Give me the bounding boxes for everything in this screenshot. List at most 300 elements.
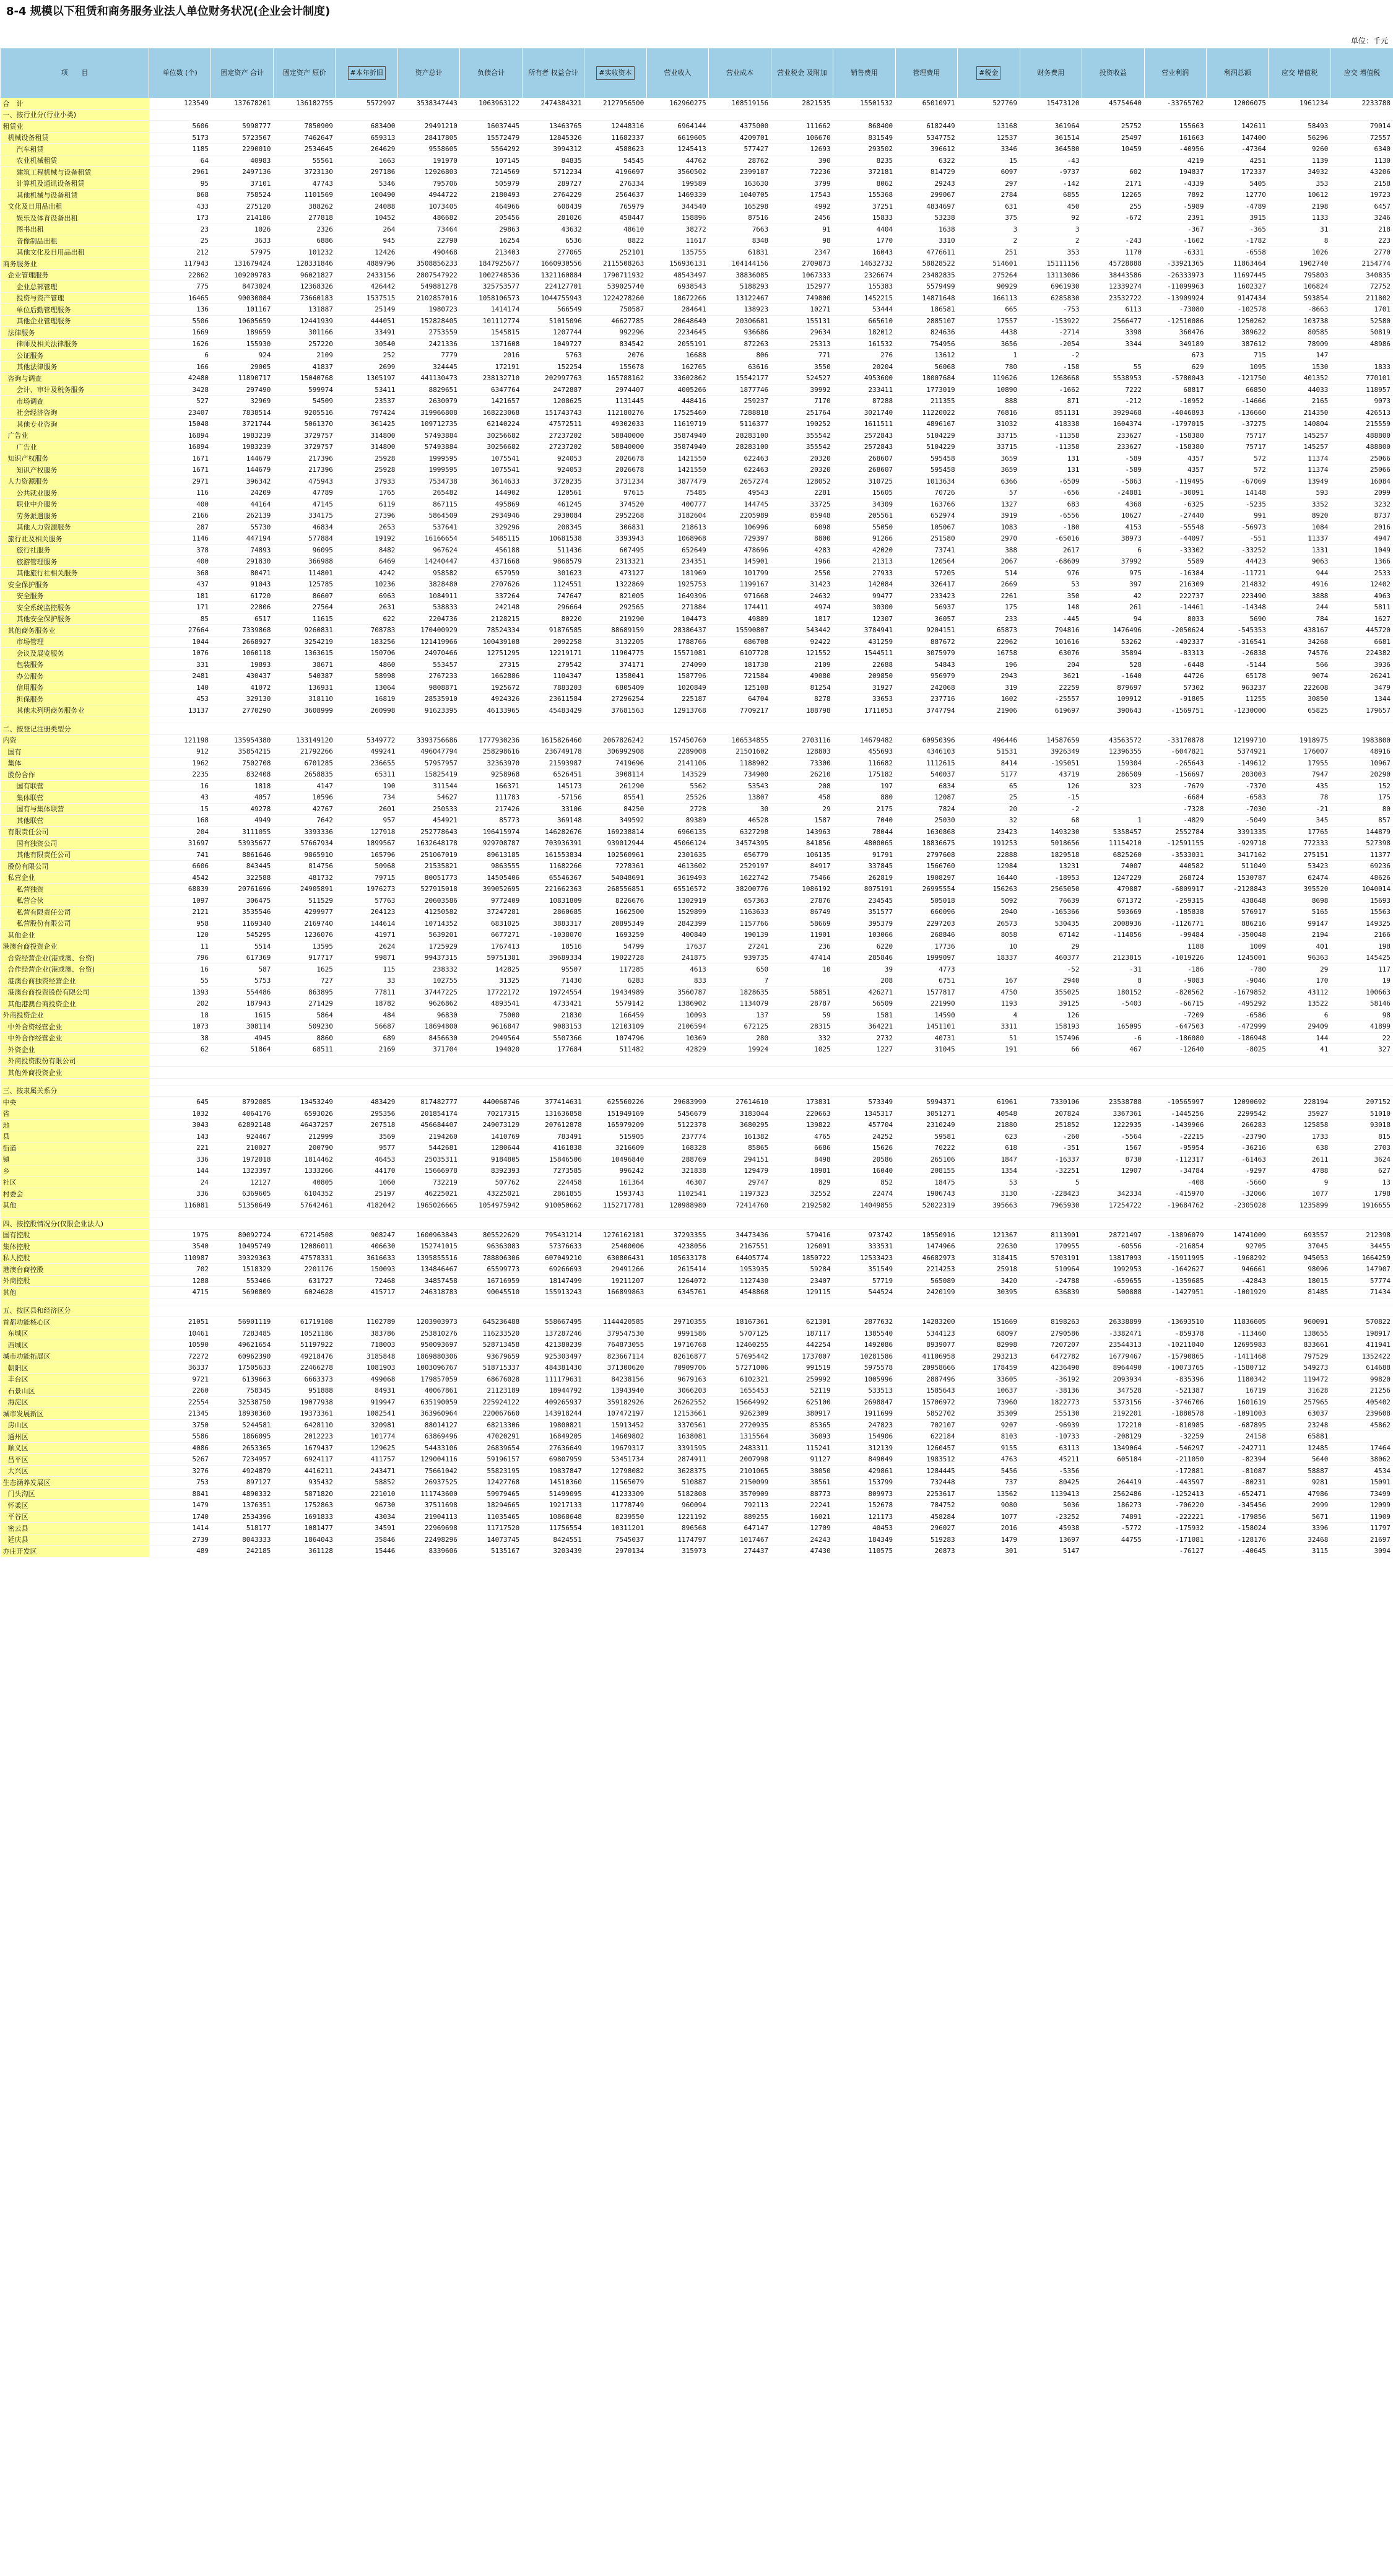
table-cell: 2764229 xyxy=(522,189,584,201)
table-cell: 34268 xyxy=(1269,636,1330,648)
table-cell: 383786 xyxy=(336,1328,397,1339)
table-cell: 306992908 xyxy=(584,746,646,758)
table-cell: 2807547922 xyxy=(397,269,459,281)
table-cell: 868400 xyxy=(833,121,895,133)
table-cell xyxy=(336,1055,397,1067)
table-cell: 12460255 xyxy=(709,1339,771,1351)
table-cell: 42 xyxy=(1082,590,1144,602)
table-cell: 25066 xyxy=(1330,453,1393,464)
table-cell: 7278361 xyxy=(584,861,646,872)
table-cell: 43034 xyxy=(336,1511,397,1523)
table-cell: 20 xyxy=(958,803,1020,815)
table-cell: 85948 xyxy=(771,510,833,522)
table-cell: -33921365 xyxy=(1144,258,1206,270)
table-cell: 1451101 xyxy=(895,1021,957,1033)
table-cell: 10 xyxy=(771,964,833,975)
table-cell: 1344 xyxy=(1330,694,1393,705)
table-cell: 84917 xyxy=(771,861,833,872)
table-row xyxy=(1,430,1393,442)
table-cell: 145173 xyxy=(522,780,584,792)
table-cell: -216854 xyxy=(1144,1241,1206,1253)
row-label: 门头沟区 xyxy=(1,1488,149,1500)
table-cell: 126091 xyxy=(771,1241,833,1253)
table-cell: 527 xyxy=(149,396,211,407)
table-cell: 155663 xyxy=(1144,121,1206,133)
table-row xyxy=(1,1032,1393,1044)
table-cell: 85365 xyxy=(771,1419,833,1431)
table-cell: 87288 xyxy=(833,396,895,407)
table-cell: 233423 xyxy=(895,590,957,602)
table-cell: 2474384321 xyxy=(522,98,584,109)
table-cell: 12448316 xyxy=(584,121,646,133)
table-cell: 39992 xyxy=(771,384,833,396)
row-label: 中外合作经营企业 xyxy=(1,1032,149,1044)
table-cell: 22969698 xyxy=(397,1523,459,1534)
row-label: 延庆县 xyxy=(1,1534,149,1546)
table-cell: 1604374 xyxy=(1082,419,1144,430)
table-cell: 7283485 xyxy=(211,1328,273,1339)
table-cell: 212398 xyxy=(1330,1229,1393,1241)
table-cell: 31045 xyxy=(895,1044,957,1056)
table-cell: 233 xyxy=(958,613,1020,625)
table-cell: 4750 xyxy=(958,986,1020,998)
table-cell: 1197323 xyxy=(709,1188,771,1200)
table-cell: 41072 xyxy=(211,682,273,694)
table-row xyxy=(1,849,1393,861)
table-cell: 388 xyxy=(958,544,1020,556)
table-cell: 15571081 xyxy=(646,648,708,659)
table-cell: 58887 xyxy=(1269,1465,1330,1477)
table-cell: 2326 xyxy=(273,224,335,235)
table-cell: 2481 xyxy=(149,671,211,682)
table-cell: 6102321 xyxy=(709,1373,771,1385)
table-cell: 2399187 xyxy=(709,167,771,178)
table-cell: 47430 xyxy=(771,1546,833,1557)
table-cell: 2204736 xyxy=(397,613,459,625)
table-cell: 6593026 xyxy=(273,1108,335,1120)
table-cell: 170 xyxy=(1269,975,1330,987)
table-cell: 35874940 xyxy=(646,430,708,442)
table-cell: 280 xyxy=(709,1032,771,1044)
table-cell: 2790586 xyxy=(1020,1328,1082,1339)
table-cell: 1777930236 xyxy=(460,734,522,746)
table-cell: -13896079 xyxy=(1144,1229,1206,1241)
table-cell: 10521186 xyxy=(273,1328,335,1339)
table-row xyxy=(1,648,1393,659)
table-cell: 10271 xyxy=(771,304,833,316)
table-cell: 889255 xyxy=(709,1511,771,1523)
table-cell: 91791 xyxy=(833,849,895,861)
table-row xyxy=(1,803,1393,815)
table-cell: -195051 xyxy=(1020,757,1082,769)
table-cell: 104473 xyxy=(646,613,708,625)
table-cell: 3132205 xyxy=(584,636,646,648)
table-cell: 255 xyxy=(1082,201,1144,212)
table-cell xyxy=(149,1085,211,1097)
table-cell: 2109 xyxy=(273,350,335,362)
table-cell: 16254 xyxy=(460,235,522,247)
table-cell: 125858 xyxy=(1269,1120,1330,1131)
table-cell: 10550916 xyxy=(895,1229,957,1241)
table-cell: 144745 xyxy=(709,498,771,510)
table-row xyxy=(1,1154,1393,1165)
table-cell: 80585 xyxy=(1269,327,1330,339)
table-cell: 155913243 xyxy=(522,1287,584,1299)
table-cell: 297186 xyxy=(336,167,397,178)
table-cell: 110575 xyxy=(833,1546,895,1557)
table-cell: 515905 xyxy=(584,1131,646,1142)
table-cell: 1414174 xyxy=(460,304,522,316)
table-cell: 242148 xyxy=(460,602,522,614)
table-cell: 23537 xyxy=(336,396,397,407)
table-cell: -165366 xyxy=(1020,907,1082,918)
table-cell: 48986 xyxy=(1330,338,1393,350)
table-cell: -158380 xyxy=(1144,430,1206,442)
table-cell: 2930084 xyxy=(522,510,584,522)
table-cell: 22259 xyxy=(1020,682,1082,694)
table-cell: 166459 xyxy=(584,1009,646,1021)
table-cell: 12907 xyxy=(1082,1165,1144,1177)
table-cell xyxy=(522,1085,584,1097)
table-cell: 944 xyxy=(1269,567,1330,579)
table-cell: 1074796 xyxy=(584,1032,646,1044)
table-cell: 629 xyxy=(1144,361,1206,373)
table-cell xyxy=(522,1067,584,1079)
table-cell: 4242 xyxy=(336,567,397,579)
table-cell: 29491210 xyxy=(397,121,459,133)
table-cell: 16 xyxy=(149,964,211,975)
table-cell: 20320 xyxy=(771,453,833,464)
table-cell: 58669 xyxy=(771,918,833,929)
table-cell: 33491 xyxy=(336,327,397,339)
table-cell: -1427951 xyxy=(1144,1287,1206,1299)
table-cell: 623 xyxy=(958,1131,1020,1142)
table-cell: -153922 xyxy=(1020,315,1082,327)
table-cell: 602 xyxy=(1082,167,1144,178)
table-cell: 6322 xyxy=(895,155,957,167)
table-cell: 91 xyxy=(771,224,833,235)
table-cell: 1032 xyxy=(149,1108,211,1120)
table-cell: -68609 xyxy=(1020,556,1082,568)
table-cell: 2885107 xyxy=(895,315,957,327)
row-label: 丰台区 xyxy=(1,1373,149,1385)
table-cell: 156936131 xyxy=(646,258,708,270)
table-cell: 4834697 xyxy=(895,201,957,212)
table-cell: 109712735 xyxy=(397,419,459,430)
table-cell: 945 xyxy=(336,235,397,247)
table-cell: 33602862 xyxy=(646,373,708,385)
table-cell: 1084 xyxy=(1269,521,1330,533)
table-cell: 21501602 xyxy=(709,746,771,758)
table-cell: 53935677 xyxy=(211,838,273,850)
row-label: 广告业 xyxy=(1,442,149,453)
table-cell: 3616633 xyxy=(336,1252,397,1264)
table-cell: 1077 xyxy=(1269,1188,1330,1200)
table-cell: 1790711932 xyxy=(584,269,646,281)
table-cell: 100663 xyxy=(1330,986,1393,998)
table-cell: 353 xyxy=(1269,178,1330,189)
table-cell: -16384 xyxy=(1144,567,1206,579)
table-row xyxy=(1,498,1393,510)
table-cell: 12533423 xyxy=(833,1252,895,1264)
table-cell: -859378 xyxy=(1144,1328,1206,1339)
table-cell xyxy=(1082,224,1144,235)
table-cell: 157496 xyxy=(1020,1032,1082,1044)
table-cell: 9577 xyxy=(336,1142,397,1154)
table-cell: 1577817 xyxy=(895,986,957,998)
table-cell: 217426 xyxy=(460,803,522,815)
row-label: 法律服务 xyxy=(1,327,149,339)
table-cell: 2180493 xyxy=(460,189,522,201)
table-cell: 445720 xyxy=(1330,625,1393,637)
table-cell: 27933 xyxy=(833,567,895,579)
table-cell: 4800065 xyxy=(833,838,895,850)
row-label: 其他法律服务 xyxy=(1,361,149,373)
table-cell: 6119 xyxy=(336,498,397,510)
table-cell: 775 xyxy=(149,281,211,293)
table-cell: 54799 xyxy=(584,941,646,952)
row-label: 投资与资产管理 xyxy=(1,292,149,304)
table-cell: -19684762 xyxy=(1144,1199,1206,1211)
table-cell: 1193 xyxy=(958,998,1020,1010)
table-cell: 261 xyxy=(1082,602,1144,614)
table-cell: 74576 xyxy=(1269,648,1330,659)
row-label: 其他机械与设备租赁 xyxy=(1,189,149,201)
table-cell: -30091 xyxy=(1144,487,1206,499)
table-cell: 52022319 xyxy=(895,1199,957,1211)
table-cell: 3570909 xyxy=(709,1488,771,1500)
table-cell xyxy=(771,975,833,987)
table-cell: 59979465 xyxy=(460,1488,522,1500)
table-cell xyxy=(1330,1431,1393,1443)
table-cell: 57719 xyxy=(833,1275,895,1287)
table-cell: -1782 xyxy=(1206,235,1268,247)
table-cell: -12591155 xyxy=(1144,838,1206,850)
table-cell: 764873055 xyxy=(584,1339,646,1351)
table-cell: 1537515 xyxy=(336,292,397,304)
table-cell: 38200776 xyxy=(709,884,771,895)
table-cell: 8841 xyxy=(149,1488,211,1500)
table-cell: -1640 xyxy=(1082,671,1144,682)
table-cell: 1124551 xyxy=(522,579,584,591)
table-cell: -753 xyxy=(1020,304,1082,316)
table-cell: -2305028 xyxy=(1206,1199,1268,1211)
table-row xyxy=(1,109,1393,121)
table-cell: 143529 xyxy=(646,769,708,781)
table-cell: 12086011 xyxy=(273,1241,335,1253)
table-cell: 139822 xyxy=(771,1120,833,1131)
table-cell: 61831 xyxy=(709,246,771,258)
table-cell: 37681563 xyxy=(584,705,646,716)
table-cell: 511482 xyxy=(584,1044,646,1056)
table-cell: 11617 xyxy=(646,235,708,247)
table-cell: 1992953 xyxy=(1082,1264,1144,1276)
table-cell: 886216 xyxy=(1206,918,1268,929)
table-cell xyxy=(1082,1067,1144,1079)
row-label: 其他文化及日用品出租 xyxy=(1,246,149,258)
table-cell: 832408 xyxy=(211,769,273,781)
table-cell: 16 xyxy=(149,780,211,792)
table-cell: -3382471 xyxy=(1082,1328,1144,1339)
table-cell: 2566477 xyxy=(1082,315,1144,327)
table-cell: 1134079 xyxy=(709,998,771,1010)
table-cell: 46627785 xyxy=(584,315,646,327)
table-cell: 222608 xyxy=(1269,682,1330,694)
table-cell: 27315 xyxy=(460,659,522,671)
table-cell: 1953935 xyxy=(709,1264,771,1276)
table-cell: 2529197 xyxy=(709,861,771,872)
table-cell: 379547530 xyxy=(584,1328,646,1339)
table-cell: 116081 xyxy=(149,1199,211,1211)
table-cell: 511529 xyxy=(273,895,335,907)
table-cell: 2102857016 xyxy=(397,292,459,304)
table-cell: -1569751 xyxy=(1144,705,1206,716)
table-cell: 32 xyxy=(958,815,1020,827)
table-cell: 65010971 xyxy=(895,98,957,109)
table-cell: 306831 xyxy=(584,521,646,533)
table-cell: 11904775 xyxy=(584,648,646,659)
row-label: 街道 xyxy=(1,1142,149,1154)
table-cell: 126 xyxy=(1020,780,1082,792)
column-header: 所有者 权益合计 xyxy=(522,48,584,98)
table-row xyxy=(1,1511,1393,1523)
table-cell: 1068968 xyxy=(646,533,708,545)
table-cell: 23423 xyxy=(958,826,1020,838)
table-cell: 814729 xyxy=(895,167,957,178)
table-cell: 18294665 xyxy=(460,1500,522,1512)
table-cell: 2421336 xyxy=(397,338,459,350)
table-cell: 6964144 xyxy=(646,121,708,133)
table-row xyxy=(1,1218,1393,1230)
table-cell: 63869496 xyxy=(397,1431,459,1443)
table-cell: 2175 xyxy=(833,803,895,815)
table-cell: 14049855 xyxy=(833,1199,895,1211)
table-cell: 6701285 xyxy=(273,757,335,769)
table-cell: 2601 xyxy=(336,803,397,815)
table-cell: 946661 xyxy=(1206,1264,1268,1276)
table-cell: 831549 xyxy=(833,132,895,144)
table-cell: 10831809 xyxy=(522,895,584,907)
table-cell: 2101065 xyxy=(709,1465,771,1477)
table-cell: 12913768 xyxy=(646,705,708,716)
table-cell: 18015 xyxy=(1269,1275,1330,1287)
table-cell xyxy=(1082,350,1144,362)
table-cell xyxy=(522,109,584,121)
table-cell: 2235 xyxy=(149,769,211,781)
table-cell: 306475 xyxy=(211,895,273,907)
table-cell: 332 xyxy=(771,1032,833,1044)
table-cell: 2631 xyxy=(336,602,397,614)
table-cell: -12510086 xyxy=(1144,315,1206,327)
table-cell: 201854174 xyxy=(397,1108,459,1120)
table-row xyxy=(1,682,1393,694)
table-cell: 241875 xyxy=(646,952,708,964)
table-row xyxy=(1,918,1393,929)
table-cell: 26241 xyxy=(1330,671,1393,682)
row-label: 省 xyxy=(1,1108,149,1120)
table-cell: 259237 xyxy=(709,396,771,407)
table-cell: 1818 xyxy=(211,780,273,792)
table-cell: 15111156 xyxy=(1020,258,1082,270)
table-cell: 2943 xyxy=(958,671,1020,682)
table-cell: 194020 xyxy=(460,1044,522,1056)
table-cell: 426271 xyxy=(833,986,895,998)
table-cell: 296027 xyxy=(895,1523,957,1534)
table-cell: 3396 xyxy=(1269,1523,1330,1534)
table-cell: 9074 xyxy=(1269,671,1330,682)
table-cell: 99820 xyxy=(1330,1373,1393,1385)
table-cell: 58828522 xyxy=(895,258,957,270)
table-cell: 101167 xyxy=(211,304,273,316)
table-cell: 334175 xyxy=(273,510,335,522)
table-cell: 4182042 xyxy=(336,1199,397,1211)
table-cell: 527398 xyxy=(1330,838,1393,850)
table-cell: 161382 xyxy=(709,1131,771,1142)
table-cell: 1725929 xyxy=(397,941,459,952)
table-cell: 549273 xyxy=(1269,1362,1330,1374)
table-cell: 15563 xyxy=(1330,907,1393,918)
table-cell: 6834 xyxy=(895,780,957,792)
table-cell: 1965026665 xyxy=(397,1199,459,1211)
table-cell: 214832 xyxy=(1206,579,1268,591)
row-label: 私营合伙 xyxy=(1,895,149,907)
table-cell: 3560787 xyxy=(646,986,708,998)
table-cell: 518715337 xyxy=(460,1362,522,1374)
table-cell: 996242 xyxy=(584,1165,646,1177)
table-cell: 368 xyxy=(149,567,211,579)
table-cell: 16716959 xyxy=(460,1275,522,1287)
table-cell: 30395 xyxy=(958,1287,1020,1299)
table-cell: 51010 xyxy=(1330,1108,1393,1120)
table-cell: -47364 xyxy=(1206,144,1268,155)
table-cell: 960094 xyxy=(646,1500,708,1512)
table-cell: -6558 xyxy=(1206,246,1268,258)
table-cell: 103738 xyxy=(1269,315,1330,327)
table-cell: 214186 xyxy=(211,212,273,224)
table-cell: 558667495 xyxy=(522,1316,584,1328)
table-cell: -1580712 xyxy=(1206,1362,1268,1374)
table-cell: -10211040 xyxy=(1144,1339,1206,1351)
table-cell: -121750 xyxy=(1206,373,1268,385)
table-cell xyxy=(1330,1067,1393,1079)
table-cell: 1908297 xyxy=(895,872,957,884)
table-cell: 1315564 xyxy=(709,1431,771,1443)
table-cell: 173 xyxy=(149,212,211,224)
column-header: 应交 增值税 xyxy=(1269,48,1330,98)
table-cell: 32538750 xyxy=(211,1396,273,1408)
table-cell: 127918 xyxy=(336,826,397,838)
table-cell: 7663 xyxy=(709,224,771,235)
table-cell: 917717 xyxy=(273,952,335,964)
table-cell: 2067826242 xyxy=(584,734,646,746)
row-label: 五、按区县和经济区分 xyxy=(1,1305,149,1316)
table-cell: 284641 xyxy=(646,304,708,316)
table-cell: 5347752 xyxy=(895,132,957,144)
table-cell: 411757 xyxy=(336,1454,397,1466)
table-cell: 266283 xyxy=(1206,1120,1268,1131)
table-cell: 2611 xyxy=(1269,1154,1330,1165)
table-cell: 2433156 xyxy=(336,269,397,281)
table-cell: 2728 xyxy=(646,803,708,815)
table-cell: 5122378 xyxy=(646,1120,708,1131)
table-cell: 1975 xyxy=(149,1229,211,1241)
table-cell: 5442681 xyxy=(397,1142,459,1154)
table-cell: 671372 xyxy=(1082,895,1144,907)
table-cell: 25918 xyxy=(958,1264,1020,1276)
table-cell: 2821535 xyxy=(771,98,833,109)
table-cell: 1376351 xyxy=(211,1500,273,1512)
table-cell: 7824 xyxy=(895,803,957,815)
